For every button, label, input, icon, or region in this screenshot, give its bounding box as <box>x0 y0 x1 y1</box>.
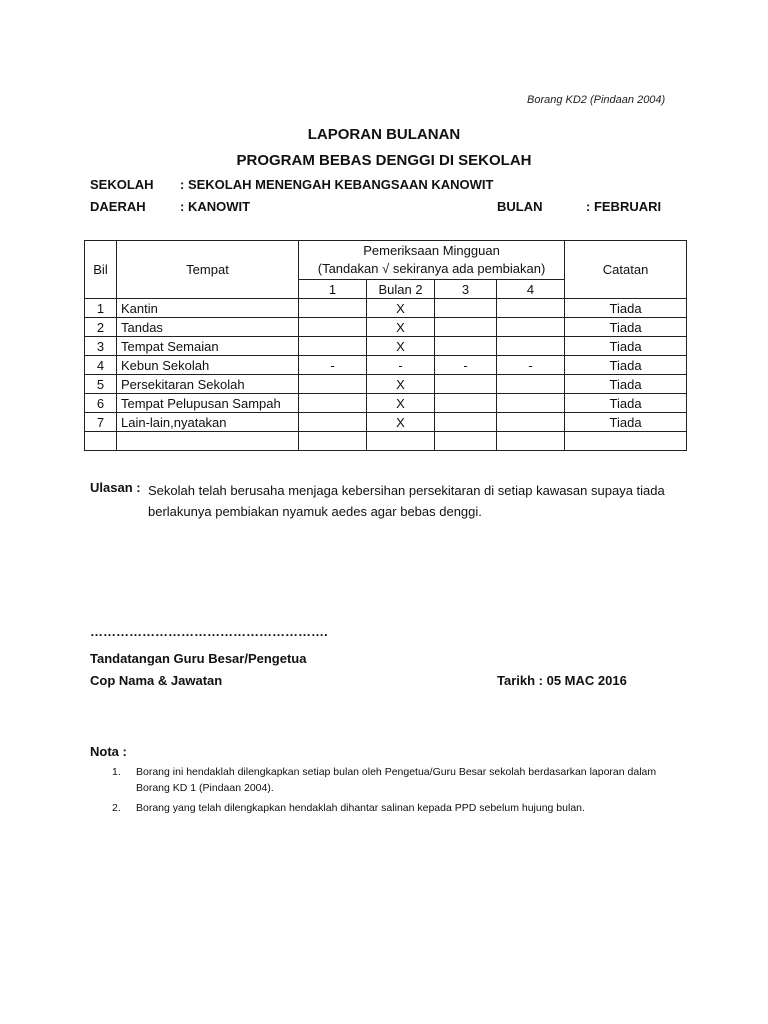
form-code: Borang KD2 (Pindaan 2004) <box>527 94 666 106</box>
row-tempat: Persekitaran Sekolah <box>117 375 299 394</box>
row-bil: 7 <box>85 413 117 432</box>
signature-line: ………………………………………………. <box>90 624 328 639</box>
note-text: Borang ini hendaklah dilengkapkan setiap bulan oleh Pengetua/Guru Besar sekolah berdasarkan laporan dalam Borang KD 1 (Pindaan 2004). <box>136 766 657 794</box>
row-catatan: Tiada <box>565 413 687 432</box>
row-week <box>299 337 367 356</box>
list-item <box>112 800 692 816</box>
header-pemeriksaan-line2: (Tandakan √ sekiranya ada pembiakan) <box>317 261 546 276</box>
row-catatan: Tiada <box>565 318 687 337</box>
header-pemeriksaan-line1: Pemeriksaan Mingguan <box>363 243 500 258</box>
note-number: 2. <box>112 802 121 814</box>
ulasan-label: Ulasan : <box>90 480 141 495</box>
table-row-empty <box>85 432 687 451</box>
row-tempat: Kebun Sekolah <box>117 356 299 375</box>
row-bil: 5 <box>85 375 117 394</box>
table-row <box>85 394 687 413</box>
row-tempat: Lain-lain,nyatakan <box>117 413 299 432</box>
table-row <box>85 375 687 394</box>
row-week <box>435 337 497 356</box>
header-catatan: Catatan <box>565 241 687 299</box>
row-week: X <box>367 394 435 413</box>
signature-label: Tandatangan Guru Besar/Pengetua <box>90 651 307 666</box>
bulan-value: : FEBRUARI <box>586 199 662 214</box>
row-week <box>435 299 497 318</box>
header-pemeriksaan <box>299 241 565 280</box>
program-title: PROGRAM BEBAS DENGGI DI SEKOLAH <box>236 152 532 169</box>
row-week <box>435 394 497 413</box>
row-week <box>497 318 565 337</box>
header-bil: Bil <box>85 241 117 299</box>
header-tempat: Tempat <box>117 241 299 299</box>
daerah-label: DAERAH <box>90 199 146 214</box>
row-week: - <box>497 356 565 375</box>
row-week: X <box>367 375 435 394</box>
row-bil: 1 <box>85 299 117 318</box>
nota-label: Nota : <box>90 744 127 759</box>
row-catatan: Tiada <box>565 375 687 394</box>
week-header: 1 <box>299 280 367 299</box>
report-title: LAPORAN BULANAN <box>307 126 461 143</box>
cop-label: Cop Nama & Jawatan <box>90 673 223 688</box>
row-week <box>299 394 367 413</box>
sekolah-value: : SEKOLAH MENENGAH KEBANGSAAN KANOWIT <box>180 177 494 192</box>
row-catatan: Tiada <box>565 394 687 413</box>
row-catatan: Tiada <box>565 337 687 356</box>
row-week: X <box>367 318 435 337</box>
row-week <box>497 375 565 394</box>
row-week <box>497 299 565 318</box>
row-week: X <box>367 299 435 318</box>
daerah-value: : KANOWIT <box>180 199 251 214</box>
row-week <box>299 375 367 394</box>
row-week <box>299 413 367 432</box>
row-week <box>435 318 497 337</box>
tarikh-value: Tarikh : 05 MAC 2016 <box>497 673 627 688</box>
week-header: Bulan 2 <box>367 280 435 299</box>
row-week: X <box>367 413 435 432</box>
row-week <box>497 337 565 356</box>
row-bil: 3 <box>85 337 117 356</box>
row-catatan: Tiada <box>565 299 687 318</box>
week-header: 4 <box>497 280 565 299</box>
table-row <box>85 299 687 318</box>
row-week <box>497 394 565 413</box>
row-week <box>435 375 497 394</box>
note-text: Borang yang telah dilengkapkan hendaklah dihantar salinan kepada PPD sebelum hujung bulan. <box>136 802 585 814</box>
table-row <box>85 337 687 356</box>
row-week: - <box>435 356 497 375</box>
row-tempat: Kantin <box>117 299 299 318</box>
row-tempat: Tempat Pelupusan Sampah <box>117 394 299 413</box>
row-week <box>299 318 367 337</box>
notes-list <box>112 764 692 820</box>
row-bil: 6 <box>85 394 117 413</box>
row-tempat: Tandas <box>117 318 299 337</box>
list-item <box>112 764 692 796</box>
ulasan-text: Sekolah telah berusaha menjaga kebersihan persekitaran di setiap kawasan supaya tiada berlakunya pembiakan nyamuk aedes agar bebas denggi. <box>148 483 665 519</box>
row-week: - <box>367 356 435 375</box>
row-week <box>299 299 367 318</box>
inspection-table <box>84 240 687 451</box>
row-week <box>435 413 497 432</box>
bulan-label: BULAN <box>497 199 543 214</box>
row-tempat: Tempat Semaian <box>117 337 299 356</box>
row-week: X <box>367 337 435 356</box>
week-header: 3 <box>435 280 497 299</box>
row-catatan: Tiada <box>565 356 687 375</box>
row-week <box>497 413 565 432</box>
row-week: - <box>299 356 367 375</box>
table-row <box>85 318 687 337</box>
table-row <box>85 413 687 432</box>
row-bil: 4 <box>85 356 117 375</box>
sekolah-label: SEKOLAH <box>90 177 154 192</box>
table-row <box>85 356 687 375</box>
row-bil: 2 <box>85 318 117 337</box>
note-number: 1. <box>112 766 121 778</box>
